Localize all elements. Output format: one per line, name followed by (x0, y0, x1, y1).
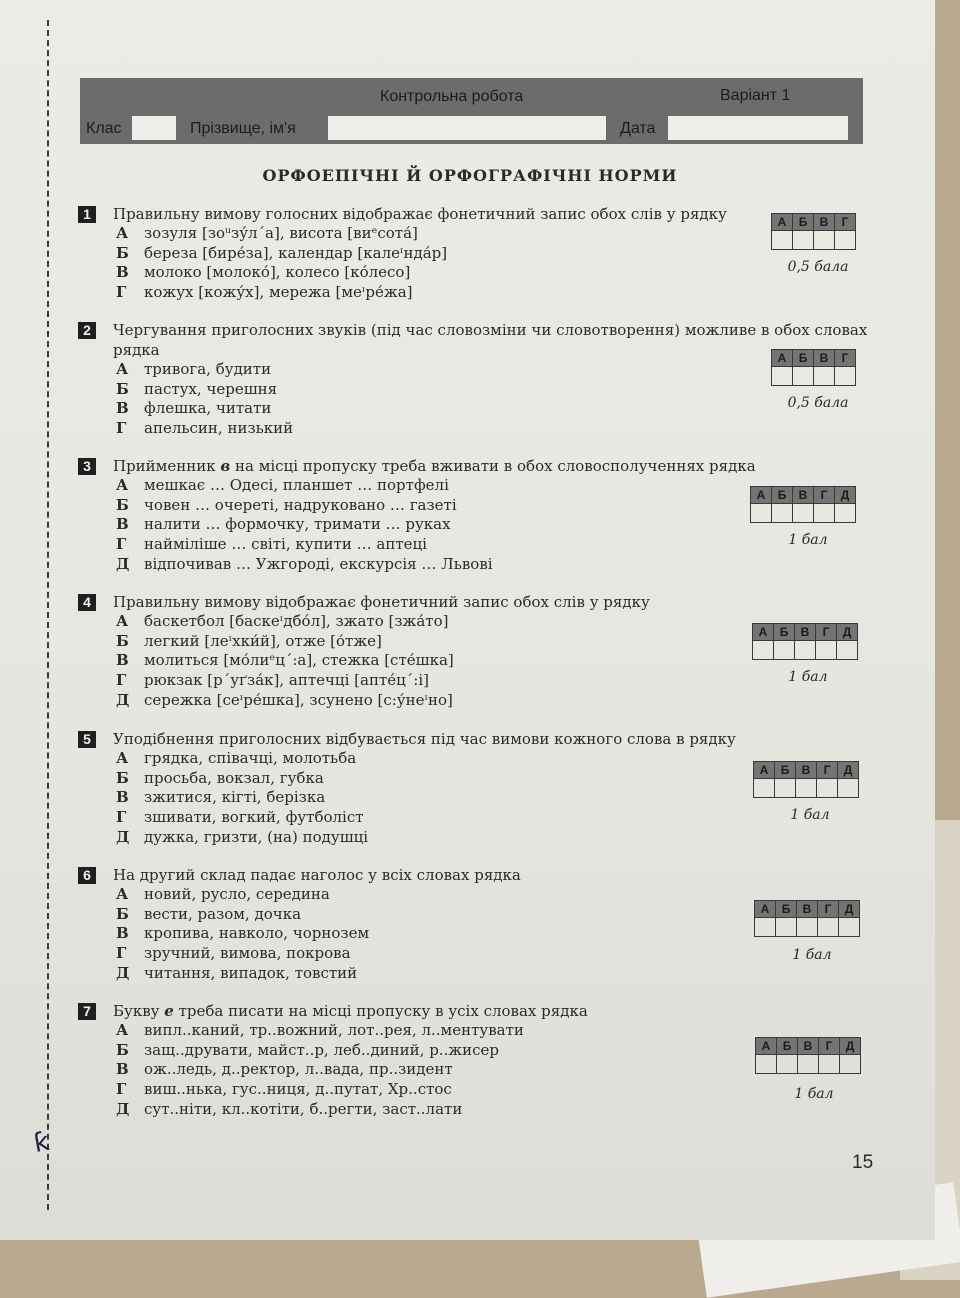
option-a: А мешкає … Одесі, планшет … портфелі (116, 476, 449, 494)
question-text: Чергування приголосних звуків (під час словозміни чи словотворення) можливе в обох словах рядка (113, 321, 868, 359)
option-d: Г найміліше … світі, купити … аптеці (116, 535, 427, 554)
option-d: Г зшивати, вогкий, футболіст (116, 808, 364, 827)
answer-cell[interactable] (753, 641, 774, 660)
points-label: 0,5 бала (787, 259, 849, 275)
answer-cell[interactable] (814, 231, 835, 250)
answer-cell[interactable] (772, 504, 793, 523)
question-text: На другий склад падає наголос у всіх словах рядка (113, 866, 521, 884)
section-title: ОРФОЕПІЧНІ Й ОРФОГРАФІЧНІ НОРМИ (262, 166, 678, 185)
question-number: 7 (78, 1003, 96, 1020)
answer-cell[interactable] (793, 367, 814, 386)
answer-cell[interactable] (818, 918, 839, 937)
page-number: 15 (852, 1152, 874, 1173)
answer-cell[interactable] (817, 779, 838, 798)
answer-grid: А Б В Г (771, 349, 856, 386)
answer-cell[interactable] (793, 231, 814, 250)
answer-cell[interactable] (754, 779, 775, 798)
answer-cell[interactable] (777, 1055, 798, 1074)
option-e: Д сут..ніти, кл..котіти, б..регти, заст..лати (116, 1099, 463, 1118)
option-e: Д дужка, гризти, (на) подушці (116, 827, 369, 846)
answer-cell[interactable] (814, 367, 835, 386)
option-b: Б береза [бире́за], календар [калеᶦнда́р] (116, 243, 448, 262)
question-number: 5 (78, 731, 96, 748)
option-e: Д відпочивав … Ужгороді, екскурсія … Львові (116, 554, 493, 573)
option-d: Г кожух [кожу́х], мережа [меᶦре́жа] (116, 283, 413, 302)
answer-cell[interactable] (814, 504, 835, 523)
points-label: 1 бал (794, 1086, 834, 1102)
options-list (116, 224, 447, 303)
answer-cell[interactable] (796, 779, 817, 798)
answer-cell[interactable] (837, 641, 858, 660)
answer-grid: А Б В Г (771, 213, 856, 250)
variant-label: Варіант 1 (720, 87, 791, 104)
answer-cell[interactable] (756, 1055, 777, 1074)
points-label: 1 бал (792, 947, 832, 963)
option-a: А новий, русло, середина (116, 885, 330, 903)
option-c: В ож..ледь, д..ректор, л..вада, пр..зидент (116, 1060, 453, 1079)
answer-cell[interactable] (755, 918, 776, 937)
question-text: Уподібнення приголосних відбувається під час вимови кожного слова в рядку (113, 730, 736, 748)
answer-cell[interactable] (774, 641, 795, 660)
options-list (116, 749, 368, 847)
points-label: 1 бал (788, 532, 828, 548)
answer-cell[interactable] (839, 918, 860, 937)
answer-cell[interactable] (835, 367, 856, 386)
points-label: 1 бал (788, 669, 828, 685)
name-label: Прізвище, ім'я (190, 120, 296, 137)
option-a: А зозуля [зоᵘзу́л΄а], висота [виᵉсота́] (116, 224, 418, 242)
question-number: 1 (78, 206, 96, 223)
question-text: Правильну вимову відображає фонетичний запис обох слів у рядку (113, 593, 650, 611)
answer-cell[interactable] (816, 641, 837, 660)
answer-grid: А Б В Г Д (755, 1037, 861, 1074)
answer-cell[interactable] (793, 504, 814, 523)
answer-cell[interactable] (840, 1055, 861, 1074)
options-list (116, 360, 293, 439)
cut-line (47, 20, 49, 1210)
option-c: В молоко [молоко́], колесо [ко́лесо] (116, 263, 411, 282)
answer-grid: А Б В Г Д (752, 623, 858, 660)
option-b: Б вести, разом, дочка (116, 904, 302, 923)
question-text: Прийменник в на місці пропуску треба вживати в обох словосполученнях рядка (113, 457, 756, 475)
answer-cell[interactable] (772, 367, 793, 386)
option-b: Б защ..друвати, майст..р, леб..диний, р..жисер (116, 1040, 500, 1059)
name-field[interactable] (328, 116, 606, 140)
option-a: А випл..каний, тр..вожний, лот..рея, л..ментувати (116, 1021, 524, 1039)
question-number: 4 (78, 594, 96, 611)
answer-grid: А Б В Г Д (753, 761, 859, 798)
class-label: Клас (86, 120, 122, 137)
option-c: В налити … формочку, тримати … руках (116, 515, 451, 534)
answer-cell[interactable] (798, 1055, 819, 1074)
question-number: 3 (78, 458, 96, 475)
answer-cell[interactable] (838, 779, 859, 798)
option-b: Б човен … очереті, надруковано … газеті (116, 495, 457, 514)
option-d: Г апельсин, низький (116, 419, 294, 438)
answer-cell[interactable] (775, 779, 796, 798)
option-a: А грядка, співачці, молотьба (116, 749, 357, 767)
option-e: Д читання, випадок, товстий (116, 963, 358, 982)
option-c: В флешка, читати (116, 399, 272, 418)
option-c: В молиться [мо́лиᵉц΄:а], стежка [сте́шка] (116, 651, 454, 670)
option-a: А тривога, будити (116, 360, 272, 378)
points-label: 0,5 бала (787, 395, 849, 411)
question-text: Букву е треба писати на місці пропуску в усіх словах рядка (113, 1002, 588, 1020)
test-title: Контрольна робота (380, 88, 524, 105)
option-e: Д сережка [сеᶦре́шка], зсунено [с:у́неᶦно] (116, 690, 453, 709)
answer-grid: А Б В Г Д (750, 486, 856, 523)
answer-cell[interactable] (751, 504, 772, 523)
option-d: Г зручний, вимова, покрова (116, 944, 351, 963)
option-c: В кропива, навколо, чорнозем (116, 924, 370, 943)
option-d: Г рюкзак [р΄уґза́к], аптечці [апте́ц΄:і] (116, 671, 429, 690)
options-list (116, 885, 369, 983)
options-list (116, 612, 454, 710)
date-field[interactable] (668, 116, 848, 140)
answer-cell[interactable] (795, 641, 816, 660)
answer-cell[interactable] (835, 231, 856, 250)
option-b: Б легкий [леᶦхки́й], отже [о́тже] (116, 631, 382, 650)
question-text: Правильну вимову голосних відображає фонетичний запис обох слів у рядку (113, 205, 727, 223)
question-number: 2 (78, 322, 96, 339)
option-c: В зжитися, кігті, берізка (116, 788, 326, 807)
pen-mark: ƙ (31, 1126, 52, 1160)
test-header (80, 78, 863, 144)
answer-cell[interactable] (772, 231, 793, 250)
option-d: Г виш..нька, гус..ниця, д..путат, Хр..стос (116, 1080, 452, 1099)
date-label: Дата (620, 120, 656, 137)
options-list (116, 1021, 524, 1119)
answer-cell[interactable] (835, 504, 856, 523)
points-label: 1 бал (790, 807, 830, 823)
answer-cell[interactable] (797, 918, 818, 937)
option-b: Б просьба, вокзал, губка (116, 768, 324, 787)
options-list (116, 476, 493, 574)
option-b: Б пастух, черешня (116, 379, 278, 398)
question-number: 6 (78, 867, 96, 884)
answer-cell[interactable] (776, 918, 797, 937)
class-field[interactable] (132, 116, 176, 140)
answer-grid: А Б В Г Д (754, 900, 860, 937)
option-a: А баскетбол [баскеᶦдбо́л], зжато [зжа́то] (116, 612, 449, 630)
answer-cell[interactable] (819, 1055, 840, 1074)
